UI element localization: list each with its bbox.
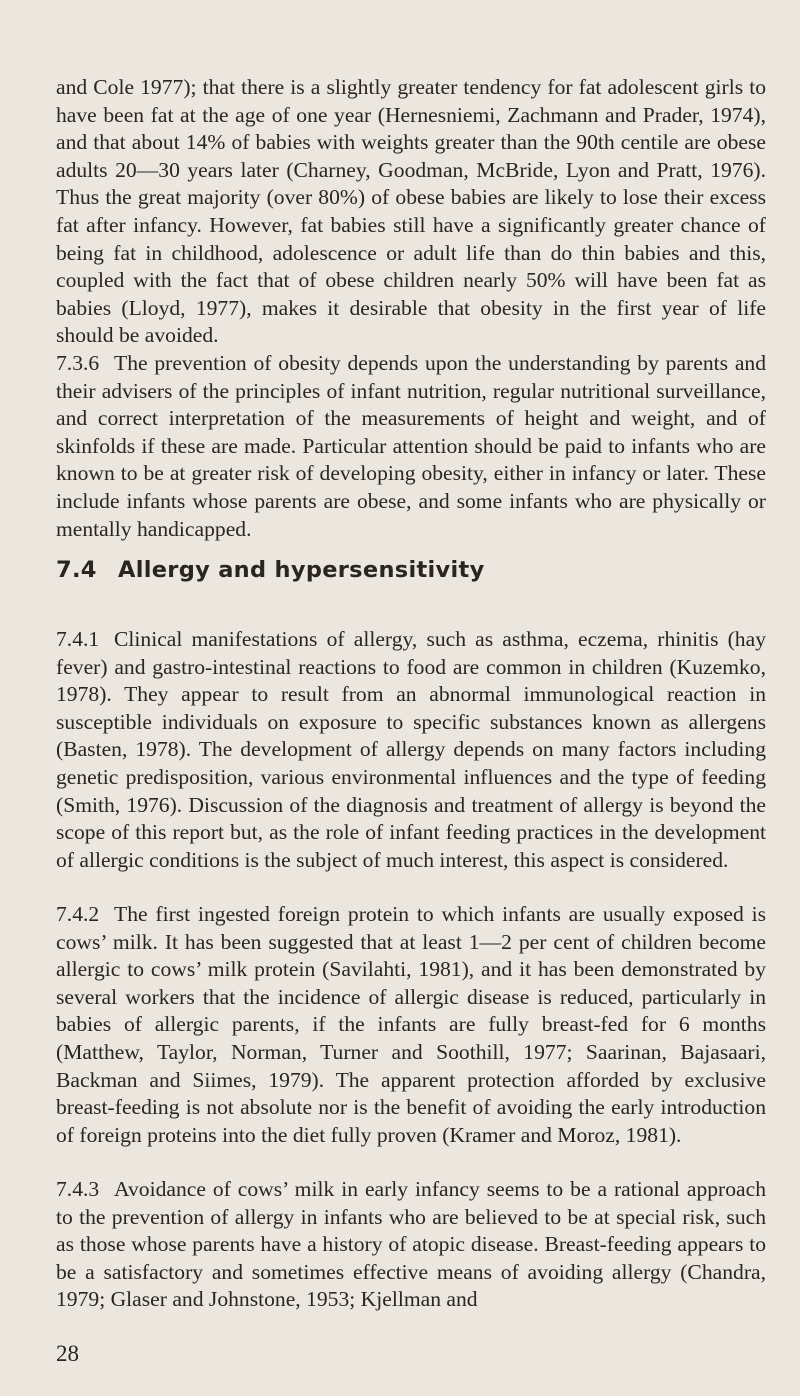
- paragraph-number: 7.4.2: [56, 902, 100, 926]
- paragraph-text: The prevention of obesity depends upon the understanding by parents and their advisers of the principles of infant nutrition, regular nutritional surveillance, and correct interpretation of the measurements of height and weight, and of skinfolds if these are made. Particular attention should be paid to infants who are known to be at greater risk of developing obesity, either in infancy or later. These include infants whose parents are obese, and some infants who are physically or mentally handicapped.: [56, 351, 766, 541]
- paragraph-7-4-2: [56, 901, 766, 1149]
- paragraph-text: Avoidance of cows’ milk in early infancy seems to be a rational approach to the prevention of allergy in infants who are believed to be at special risk, such as those whose parents have a history of atopic disease. Breast-feeding appears to be a satisfactory and sometimes effective means of avoiding allergy (Chandra, 1979; Glaser and Johnstone, 1953; Kjellman and: [56, 1177, 766, 1312]
- paragraph-intro: [56, 74, 766, 350]
- paragraph-text: Clinical manifestations of allergy, such as asthma, eczema, rhinitis (hay fever) and gastro-intestinal reactions to food are common in children (Kuzemko, 1978). They appear to result from an abnormal immunological reaction in susceptible individuals on exposure to specific substances known as allergens (Basten, 1978). The development of allergy depends on many factors including genetic predisposition, various environmental influences and the type of feeding (Smith, 1976). Discussion of the diagnosis and treatment of allergy is beyond the scope of this report but, as the role of infant feeding practices in the development of allergic conditions is the subject of much interest, this aspect is considered.: [56, 627, 766, 872]
- paragraph-number: 7.4.1: [56, 627, 100, 651]
- paragraph-text: and Cole 1977); that there is a slightly greater tendency for fat adolescent girls to have been fat at the age of one year (Hernesniemi, Zachmann and Prader, 1974), and that about 14% of babies with weights greater than the 90th centile are obese adults 20—30 years later (Charney, Goodman, McBride, Lyon and Pratt, 1976). Thus the great majority (over 80%) of obese babies are likely to lose their excess fat after infancy. However, fat babies still have a significantly greater chance of being fat in childhood, adolescence or adult life than do thin babies and this, coupled with the fact that of obese children nearly 50% will have been fat as babies (Lloyd, 1977), makes it desirable that obesity in the first year of life should be avoided.: [56, 75, 766, 348]
- section-number: 7.4: [56, 557, 97, 583]
- paragraph-text: The first ingested foreign protein to which infants are usually exposed is cows’ milk. It has been suggested that at least 1—2 per cent of children become allergic to cows’ milk protein (Savilahti, 1981), and it has been demonstrated by several workers that the incidence of allergic disease is reduced, particularly in babies of allergic parents, if the infants are fully breast-fed for 6 months (Matthew, Taylor, Norman, Turner and Soothill, 1977; Saarinan, Bajasaari, Backman and Siimes, 1979). The apparent protection afforded by exclusive breast-feeding is not absolute nor is the benefit of avoiding the early introduction of foreign proteins into the diet fully proven (Kramer and Moroz, 1981).: [56, 902, 766, 1147]
- paragraph-7-3-6: [56, 350, 766, 543]
- page-number: 28: [56, 1341, 79, 1366]
- paragraph-7-4-1: [56, 626, 766, 874]
- section-heading-7-4: [56, 556, 766, 584]
- section-title: Allergy and hypersensitivity: [118, 557, 485, 583]
- paragraph-number: 7.3.6: [56, 351, 100, 375]
- paragraph-7-4-3: [56, 1176, 766, 1314]
- paragraph-number: 7.4.3: [56, 1177, 100, 1201]
